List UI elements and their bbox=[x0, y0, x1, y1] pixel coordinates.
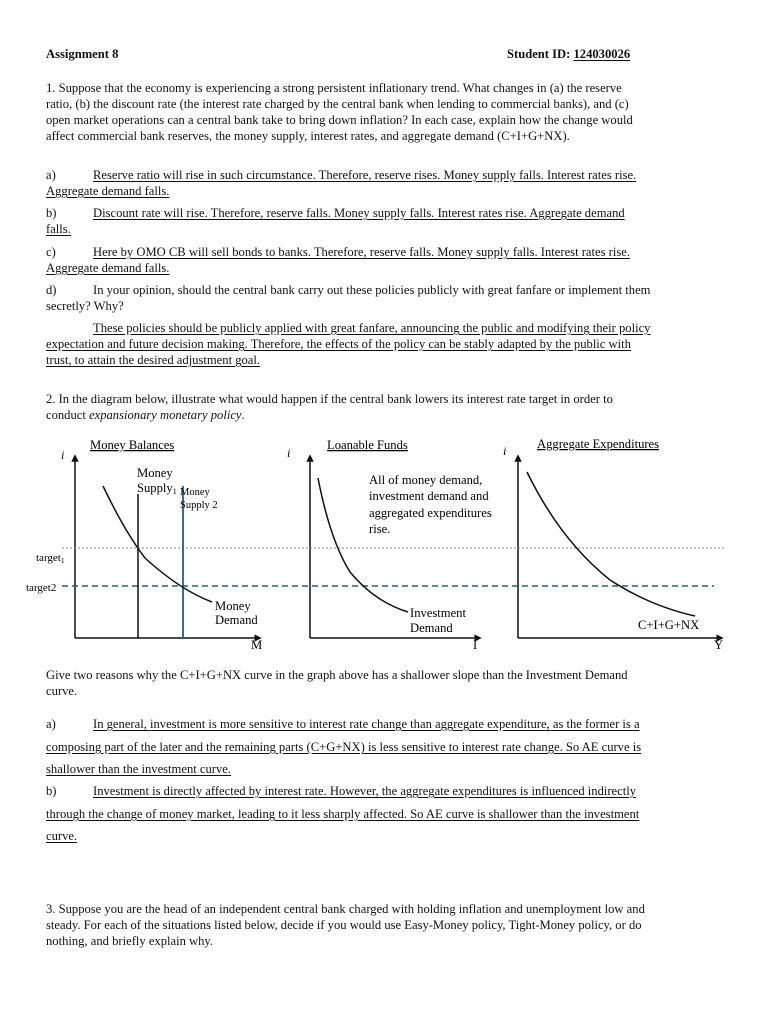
money-demand-label-line2: Demand bbox=[215, 613, 258, 627]
q3-line-1: 3. Suppose you are the head of an independent central bank charged with holding inflation and unemployment low and bbox=[46, 902, 645, 916]
q2-line-1: 2. In the diagram below, illustrate what would happen if the central bank lowers its interest rate target in order to bbox=[46, 392, 613, 406]
monetary-policy-diagram bbox=[0, 430, 768, 660]
student-id bbox=[507, 46, 630, 62]
panel1-y-label: i bbox=[61, 448, 65, 462]
q1-b-answer-1: Discount rate will rise. Therefore, reserve falls. Money supply falls. Interest rates rise. Aggregate demand bbox=[93, 206, 625, 220]
q1-c-answer-2: Aggregate demand falls. bbox=[46, 261, 170, 275]
q1-line-1: 1. Suppose that the economy is experiencing a strong persistent inflationary trend. What changes in (a) the reserve bbox=[46, 81, 622, 95]
money-supply-1-label-line2: Supply1 bbox=[137, 481, 177, 496]
q1-line-4: affect commercial bank reserves, the money supply, interest rates, and aggregate demand (C+I+G+NX). bbox=[46, 129, 570, 143]
panel3-x-label: Y bbox=[714, 638, 724, 652]
panel3-title: Aggregate Expenditures bbox=[537, 437, 660, 451]
q2-b-answer-1: Investment is directly affected by interest rate. However, the aggregate expenditures is influenced indirectly bbox=[93, 784, 637, 798]
q1-line-2: ratio, (b) the discount rate (the interest rate charged by the central bank when lending to commercial banks), and (c) bbox=[46, 97, 629, 111]
money-supply-2-label-line1: Money bbox=[180, 487, 210, 498]
q2-a-answer-3: shallower than the investment curve. bbox=[46, 762, 232, 776]
q1-a-answer-1: Reserve ratio will rise in such circumstance. Therefore, reserve rises. Money supply falls. Interest rates rise. bbox=[93, 168, 637, 182]
panel1-x-label: M bbox=[251, 638, 263, 652]
diagram-note-line4: rise. bbox=[369, 522, 391, 536]
money-demand-label-line1: Money bbox=[215, 599, 251, 613]
diagram-note-line1: All of money demand, bbox=[369, 473, 483, 487]
q2-line-2-end: . bbox=[241, 408, 245, 422]
panel3-y-label: i bbox=[503, 444, 507, 458]
assignment-title: Assignment 8 bbox=[46, 47, 119, 61]
q2-a-answer-2: composing part of the later and the remaining parts (C+G+NX) is less sensitive to interest rate change. So AE curve is bbox=[46, 740, 642, 754]
q2-question-line-2: curve. bbox=[46, 684, 78, 698]
target1-label: target1 bbox=[36, 552, 65, 565]
money-supply-2-label-line2: Supply 2 bbox=[180, 500, 218, 511]
diagram-note-line2: investment demand and bbox=[369, 489, 489, 503]
q2-line-2 bbox=[46, 407, 245, 423]
q2-b-answer-3: curve. bbox=[46, 829, 78, 843]
q2-b-label: b) bbox=[46, 784, 57, 798]
student-id-value: 124030026 bbox=[573, 47, 631, 61]
investment-demand-label-line1: Investment bbox=[410, 606, 466, 620]
panel2-x-label: I bbox=[473, 638, 478, 652]
ae-curve bbox=[527, 472, 695, 616]
q2-line-2-emphasis: expansionary monetary policy bbox=[89, 408, 242, 422]
target2-label: target2 bbox=[26, 582, 57, 594]
investment-demand-label-line2: Demand bbox=[410, 621, 453, 635]
panel2-title: Loanable Funds bbox=[327, 438, 408, 452]
q1-a-answer-2: Aggregate demand falls. bbox=[46, 184, 170, 198]
q1-d-answer-3: trust, to attain the desired adjustment goal. bbox=[46, 353, 261, 367]
money-supply-1-label-line1: Money bbox=[137, 466, 173, 480]
q1-d-question-1: In your opinion, should the central bank carry out these policies publicly with great fanfare or implement them bbox=[93, 283, 651, 297]
q1-d-answer-2: expectation and future decision making. Therefore, the effects of the policy can be stably adapted by the public with bbox=[46, 337, 631, 351]
panel2-y-label: i bbox=[287, 446, 291, 460]
panel1-title: Money Balances bbox=[90, 438, 175, 452]
q1-d-label: d) bbox=[46, 283, 57, 297]
q2-b-answer-2: through the change of money market, leading to it less sharply affected. So AE curve is shallower than the investment bbox=[46, 807, 640, 821]
q1-line-3: open market operations can a central bank take to bring down inflation? In each case, explain how the change would bbox=[46, 113, 633, 127]
q1-c-answer-1: Here by OMO CB will sell bonds to banks. Therefore, reserve falls. Money supply falls. Interest rates rise. bbox=[93, 245, 630, 259]
q2-a-label: a) bbox=[46, 717, 56, 731]
ae-curve-label: C+I+G+NX bbox=[638, 618, 700, 632]
student-id-label: Student ID: bbox=[507, 47, 574, 61]
q1-b-label: b) bbox=[46, 206, 57, 220]
q1-a-label: a) bbox=[46, 168, 56, 182]
diagram-note-line3: aggregated expenditures bbox=[369, 506, 492, 520]
q1-b-answer-2: falls. bbox=[46, 222, 71, 236]
q1-d-answer-1: These policies should be publicly applied with great fanfare, announcing the public and modifying their policy bbox=[93, 321, 651, 335]
q3-line-2: steady. For each of the situations listed below, decide if you would use Easy-Money policy, Tight-Money policy, or do bbox=[46, 918, 642, 932]
q1-c-label: c) bbox=[46, 245, 56, 259]
q3-line-3: nothing, and briefly explain why. bbox=[46, 934, 214, 948]
q1-d-question-2: secretly? Why? bbox=[46, 299, 124, 313]
q2-question-line-1: Give two reasons why the C+I+G+NX curve in the graph above has a shallower slope than the Investment Demand bbox=[46, 668, 628, 682]
q2-a-answer-1: In general, investment is more sensitive to interest rate change than aggregate expenditure, as the former is a bbox=[93, 717, 640, 731]
q2-line-2-start: conduct bbox=[46, 408, 90, 422]
